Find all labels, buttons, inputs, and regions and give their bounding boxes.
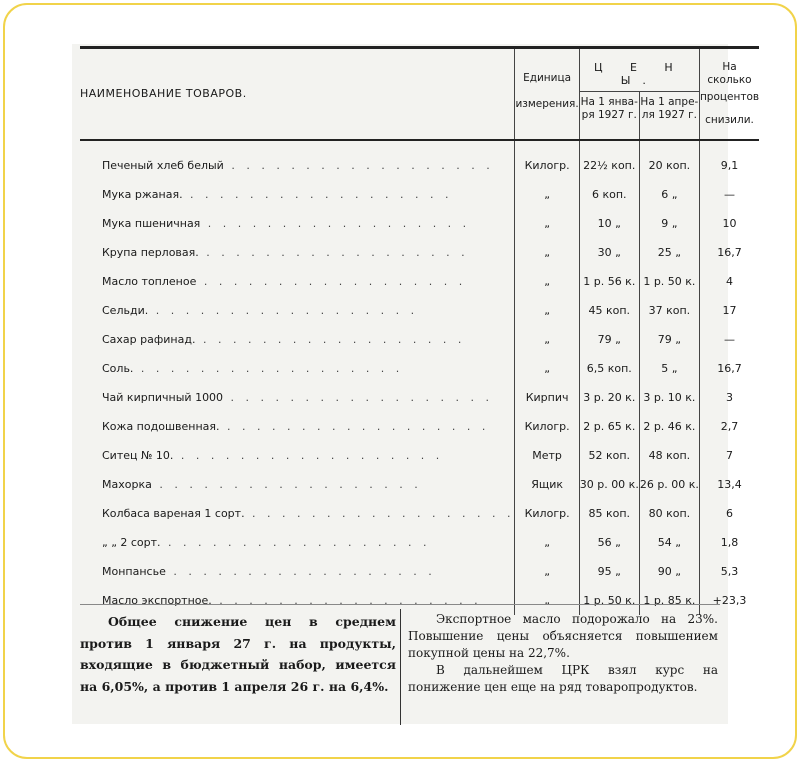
item-percent: 3	[726, 390, 734, 404]
summary-note	[80, 611, 396, 697]
item-unit: Килогр.	[515, 151, 579, 180]
item-price-apr: 9 „	[639, 209, 699, 238]
item-name: Крупа перловая. . . . . . . . . . . . . . . . . . .	[80, 238, 515, 267]
header-date-jan-2: ря 1927 г.	[581, 109, 637, 122]
item-price-jan: 56 „	[579, 528, 639, 557]
item-price-apr: 1 р. 50 к.	[639, 267, 699, 296]
item-unit: Килогр.	[515, 499, 579, 528]
item-unit: „	[515, 267, 579, 296]
item-percent: 16,7	[717, 361, 742, 375]
leader-dots: . . . . . . . . . . . . . . . . . .	[223, 390, 493, 404]
item-name: „ „ 2 сорт. . . . . . . . . . . . . . . . . . .	[80, 528, 515, 557]
item-percent: 16,7	[717, 245, 742, 259]
leader-dots: . . . . . . . . . . . . . . . . . .	[244, 506, 515, 520]
item-price-apr: 6 „	[639, 180, 699, 209]
table-row	[80, 528, 759, 557]
item-percent: 9,1	[720, 158, 739, 172]
item-unit: „	[515, 354, 579, 383]
item-price-apr: 54 „	[639, 528, 699, 557]
item-price-jan: 22½ коп.	[579, 151, 639, 180]
header-percent	[699, 48, 759, 140]
header-date-apr-1: На 1 апре-	[640, 96, 699, 109]
item-unit: Ящик	[515, 470, 579, 499]
item-name: Печеный хлеб белый . . . . . . . . . . . . . . . . . .	[80, 151, 515, 180]
notes-section	[80, 604, 720, 694]
header-percent-2: процентов	[699, 90, 760, 103]
item-unit: Метр	[515, 441, 579, 470]
header-date-apr	[639, 92, 699, 140]
table-row	[80, 441, 759, 470]
item-percent: —	[724, 332, 736, 346]
item-name: Мука ржаная. . . . . . . . . . . . . . . . . . .	[80, 180, 515, 209]
item-percent: 4	[726, 274, 734, 288]
header-percent-3: снизили.	[705, 113, 754, 126]
header-prices: Ц Е Н Ы.	[579, 48, 699, 92]
item-price-jan: 30 р. 00 к.	[579, 470, 639, 499]
item-name: Чай кирпичный 1000 . . . . . . . . . . . . . . . . . .	[80, 383, 515, 412]
item-price-apr: 20 коп.	[639, 151, 699, 180]
leader-dots: . . . . . . . . . . . . . . . . . .	[219, 419, 490, 433]
item-price-jan: 30 „	[579, 238, 639, 267]
item-unit: „	[515, 296, 579, 325]
item-price-jan: 85 коп.	[579, 499, 639, 528]
item-name: Ситец № 10. . . . . . . . . . . . . . . . . . .	[80, 441, 515, 470]
item-price-apr: 1 р. 85 к.	[639, 586, 699, 615]
item-name: Соль. . . . . . . . . . . . . . . . . . .	[80, 354, 515, 383]
export-note	[408, 611, 718, 696]
item-price-jan: 45 коп.	[579, 296, 639, 325]
item-percent: 7	[726, 448, 734, 462]
item-price-apr: 2 р. 46 к.	[639, 412, 699, 441]
item-percent: +23,3	[712, 593, 747, 607]
header-date-jan-1: На 1 янва-	[580, 96, 638, 109]
table-spacer	[80, 140, 759, 151]
header-date-apr-2: ля 1927 г.	[641, 109, 698, 122]
table-row	[80, 238, 759, 267]
item-unit: „	[515, 238, 579, 267]
table-header-row	[80, 48, 759, 92]
item-name: Кожа подошвенная. . . . . . . . . . . . . . . . . . .	[80, 412, 515, 441]
header-unit-2: измерения.	[515, 92, 579, 140]
item-percent: 13,4	[717, 477, 742, 491]
item-percent: 1,8	[720, 535, 739, 549]
item-percent: 6	[726, 506, 734, 520]
item-unit: „	[515, 209, 579, 238]
table-row	[80, 180, 759, 209]
table-row	[80, 557, 759, 586]
leader-dots: . . . . . . . . . . . . . . . . . .	[198, 245, 469, 259]
header-percent-1: На сколько	[707, 60, 752, 86]
export-paragraph-2: В дальнейшем ЦРК взял курс на понижение цен еще на ряд товаропродуктов.	[408, 663, 718, 694]
header-date-jan	[579, 92, 639, 140]
table-row	[80, 325, 759, 354]
item-unit: Килогр.	[515, 412, 579, 441]
item-percent: 10	[722, 216, 737, 230]
price-table	[80, 46, 759, 615]
leader-dots: . . . . . . . . . . . . . . . . . .	[200, 216, 471, 230]
item-name: Масло экспортное. . . . . . . . . . . . . . . . . . .	[80, 586, 515, 615]
item-unit: „	[515, 557, 579, 586]
table-row	[80, 354, 759, 383]
item-name: Мука пшеничная . . . . . . . . . . . . . . . . . .	[80, 209, 515, 238]
table-row	[80, 296, 759, 325]
item-unit: „	[515, 586, 579, 615]
item-percent: —	[724, 187, 736, 201]
item-price-jan: 10 „	[579, 209, 639, 238]
table-row	[80, 209, 759, 238]
table-row	[80, 470, 759, 499]
item-name: Масло топленое . . . . . . . . . . . . . . . . . .	[80, 267, 515, 296]
leader-dots: . . . . . . . . . . . . . . . . . .	[182, 187, 453, 201]
item-unit: Кирпич	[515, 383, 579, 412]
item-price-apr: 79 „	[639, 325, 699, 354]
item-percent: 2,7	[720, 419, 739, 433]
item-price-apr: 25 „	[639, 238, 699, 267]
leader-dots: . . . . . . . . . . . . . . . . . .	[211, 593, 482, 607]
item-unit: „	[515, 180, 579, 209]
item-name: Сельди. . . . . . . . . . . . . . . . . . .	[80, 296, 515, 325]
item-price-apr: 26 р. 00 к.	[639, 470, 699, 499]
table-body	[80, 151, 759, 615]
table-row	[80, 267, 759, 296]
leader-dots: . . . . . . . . . . . . . . . . . .	[165, 564, 436, 578]
item-name: Сахар рафинад. . . . . . . . . . . . . . . . . . .	[80, 325, 515, 354]
item-price-jan: 1 р. 50 к.	[579, 586, 639, 615]
item-unit: „	[515, 528, 579, 557]
item-percent: 17	[722, 303, 737, 317]
item-name: Колбаса вареная 1 сорт. . . . . . . . . . . . . . . . . . .	[80, 499, 515, 528]
item-price-jan: 3 р. 20 к.	[579, 383, 639, 412]
export-paragraph-1: Экспортное масло подорожало на 23%. Повышение цены объясняется повышением покупной цены на 22,7%.	[408, 612, 718, 660]
leader-dots: . . . . . . . . . . . . . . . . . .	[223, 158, 494, 172]
item-price-apr: 80 коп.	[639, 499, 699, 528]
leader-dots: . . . . . . . . . . . . . . . . . .	[173, 448, 444, 462]
table-row	[80, 412, 759, 441]
header-name: НАИМЕНОВАНИЕ ТОВАРОВ.	[80, 48, 515, 140]
item-price-apr: 48 коп.	[639, 441, 699, 470]
item-percent: 5,3	[720, 564, 739, 578]
item-price-apr: 5 „	[639, 354, 699, 383]
item-unit: „	[515, 325, 579, 354]
leader-dots: . . . . . . . . . . . . . . . . . .	[148, 303, 419, 317]
item-price-jan: 6 коп.	[579, 180, 639, 209]
item-price-jan: 6,5 коп.	[579, 354, 639, 383]
table-row	[80, 383, 759, 412]
item-price-jan: 2 р. 65 к.	[579, 412, 639, 441]
table-row	[80, 499, 759, 528]
header-unit-1: Единица	[515, 48, 579, 92]
summary-text: Общее снижение цен в среднем против 1 января 27 г. на продукты, входящие в бюджетный набор, имеется на 6,05%, а против 1 апреля 26 г. на 6,4%.	[80, 614, 396, 694]
item-price-jan: 1 р. 56 к.	[579, 267, 639, 296]
column-divider	[400, 609, 401, 725]
leader-dots: . . . . . . . . . . . . . . . . . .	[160, 535, 431, 549]
item-price-jan: 79 „	[579, 325, 639, 354]
item-name: Махорка . . . . . . . . . . . . . . . . . .	[80, 470, 515, 499]
item-price-jan: 52 коп.	[579, 441, 639, 470]
item-price-apr: 37 коп.	[639, 296, 699, 325]
item-name: Монпансье . . . . . . . . . . . . . . . . . .	[80, 557, 515, 586]
leader-dots: . . . . . . . . . . . . . . . . . .	[196, 274, 467, 288]
table-row	[80, 151, 759, 180]
item-price-apr: 3 р. 10 к.	[639, 383, 699, 412]
item-price-apr: 90 „	[639, 557, 699, 586]
leader-dots: . . . . . . . . . . . . . . . . . .	[151, 477, 422, 491]
item-price-jan: 95 „	[579, 557, 639, 586]
leader-dots: . . . . . . . . . . . . . . . . . .	[195, 332, 466, 346]
leader-dots: . . . . . . . . . . . . . . . . . .	[133, 361, 404, 375]
